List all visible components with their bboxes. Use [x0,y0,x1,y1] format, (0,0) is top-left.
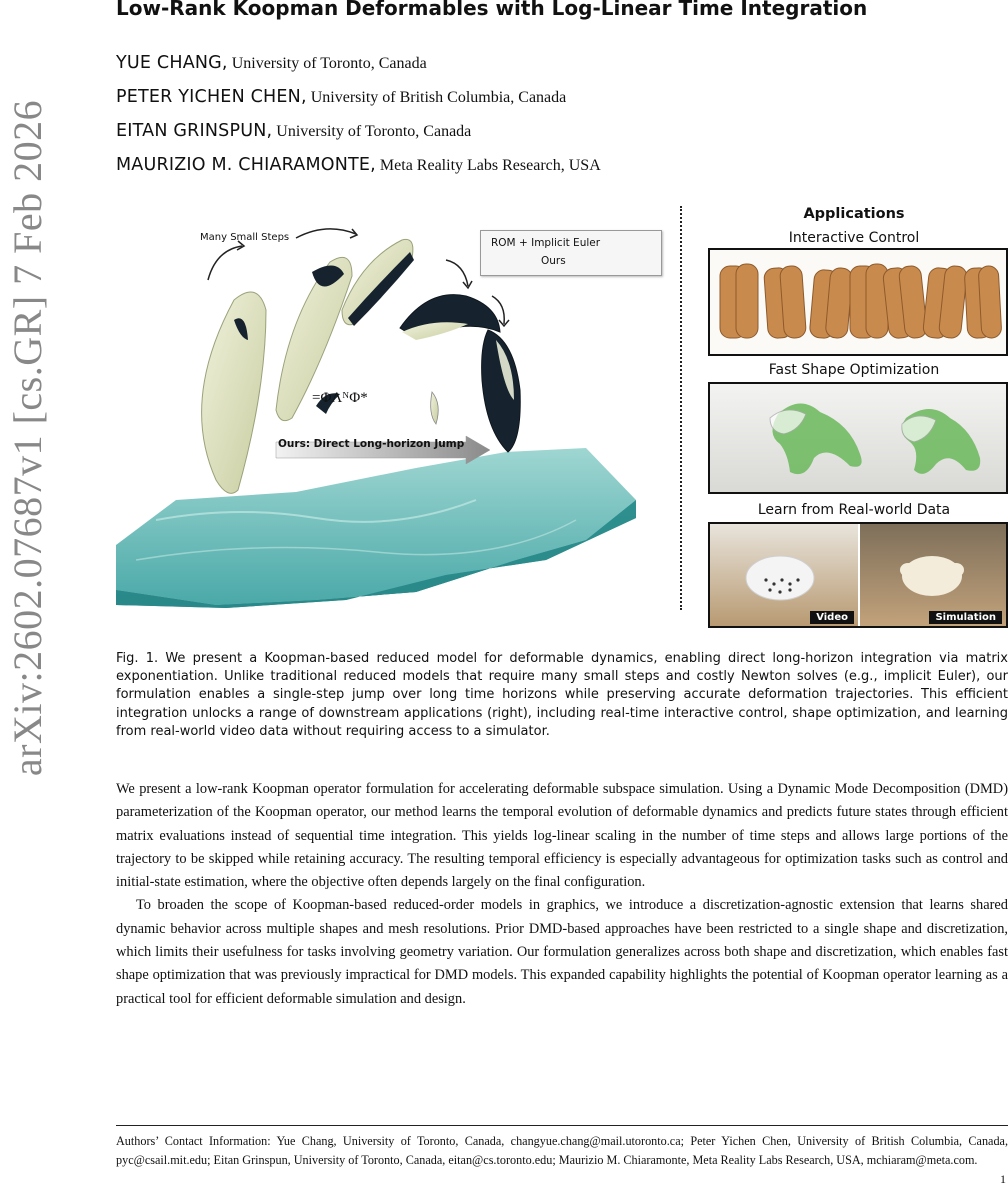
author-name: PETER YICHEN CHEN, [116,87,307,107]
author-affiliation: Meta Reality Labs Research, USA [375,157,601,174]
real-world-data-image [708,522,1008,628]
interactive-control-title: Interactive Control [788,230,920,246]
author-entry [116,84,601,118]
applications-panel [704,200,1008,630]
figure-caption: Fig. 1. We present a Koopman-based reduced model for deformable dynamics, enabling direct long-horizon integration via matrix exponentiation. Unlike traditional reduced models that require many small steps and costly Newton solves (e.g., implicit Euler), our formulation enables a single-step jump over long time horizons while preserving accurate deformation trajectories. This efficient integration unlocks a range of downstream applications (right), including real-time interactive control, shape optimization, and learning from real-world video data without requiring access to a simulator. [116,651,1008,739]
interactive-control-image [708,248,1008,356]
legend-ours-label: Ours [541,255,566,267]
author-name: YUE CHANG, [116,53,228,73]
author-entry [116,152,601,186]
method-legend [480,230,662,276]
shape-optimization-image [708,382,1008,494]
whale-jump-illustration [116,200,676,630]
author-entry [116,50,601,84]
shape-optimization-title: Fast Shape Optimization [768,362,940,378]
abstract-paragraph: We present a low-rank Koopman operator formulation for accelerating deformable subspace simulation. Using a Dynamic Mode Decomposition (DMD) parameterization of the Koopman operator, our method learns the temporal evolution of deformable dynamics and predicts future states through efficient matrix evaluations instead of sequential time integration. This yields log-linear scaling in the number of time steps and allows large portions of the trajectory to be skipped while retaining accuracy. The resulting temporal efficiency is especially advantageous for optimization tasks such as control and initial-state estimation, where the objective often depends largely on the final configuration. [116,781,1008,891]
arxiv-identifier: arXiv:2602.07687v1 [cs.GR] 7 Feb 2026 [5,99,50,777]
simulation-frame [860,524,1006,626]
figure-divider [680,206,682,610]
author-name: EITAN GRINSPUN, [116,121,273,141]
author-affiliation: University of Toronto, Canada [227,55,427,72]
green-shapes-graphic [710,384,1006,492]
legend-baseline-label: ROM + Implicit Euler [491,237,601,249]
author-name: MAURIZIO M. CHIARAMONTE, [116,155,376,175]
author-affiliation: University of British Columbia, Canada [306,89,567,106]
cylinder-bundles-graphic [710,250,1006,354]
real-world-data-title: Learn from Real-world Data [757,502,951,518]
abstract [116,778,1008,1011]
koopman-formula: =ΦΛᴺΦ* [312,390,368,406]
abstract-paragraph: To broaden the scope of Koopman-based reduced-order models in graphics, we introduce a discretization-agnostic extension that learns shared dynamic behavior across multiple shapes and mesh resolutions. Prior DMD-based approaches have been restricted to a single shape and discretization, which limits their usefulness for tasks involving geometry variation. Our formulation generalizes across both shape and discretization, which enables fast shape optimization that was previously impractical for DMD models. This expanded capability highlights the potential of Koopman operator learning as a practical tool for efficient deformable simulation and design. [116,897,1008,1007]
author-list [116,50,601,186]
video-badge: Video [810,611,854,624]
footnote-rule [116,1125,1008,1126]
simulation-badge: Simulation [929,611,1002,624]
paper-title: Low-Rank Koopman Deformables with Log-Linear Time Integration [116,0,868,20]
author-affiliation: University of Toronto, Canada [272,123,472,140]
page-number: 1 [1000,1172,1006,1186]
author-contact-footnote: Authors’ Contact Information: Yue Chang, University of Toronto, Canada, changyue.chang@mail.utoronto.ca; Peter Yichen Chen, University of British Columbia, Canada, pyc@csail.mit.edu; Eitan Grinspun, University of Toronto, Canada, eitan@cs.toronto.edu; Maurizio M. Chiaramonte, Meta Reality Labs Research, USA, mchiaram@meta.com. [116,1134,1008,1167]
applications-heading: Applications [803,206,905,222]
direct-jump-label: Ours: Direct Long-horizon Jump [278,438,465,450]
author-entry [116,118,601,152]
teaser-figure [116,200,1008,630]
many-small-steps-label: Many Small Steps [200,232,290,243]
video-frame [710,524,858,626]
